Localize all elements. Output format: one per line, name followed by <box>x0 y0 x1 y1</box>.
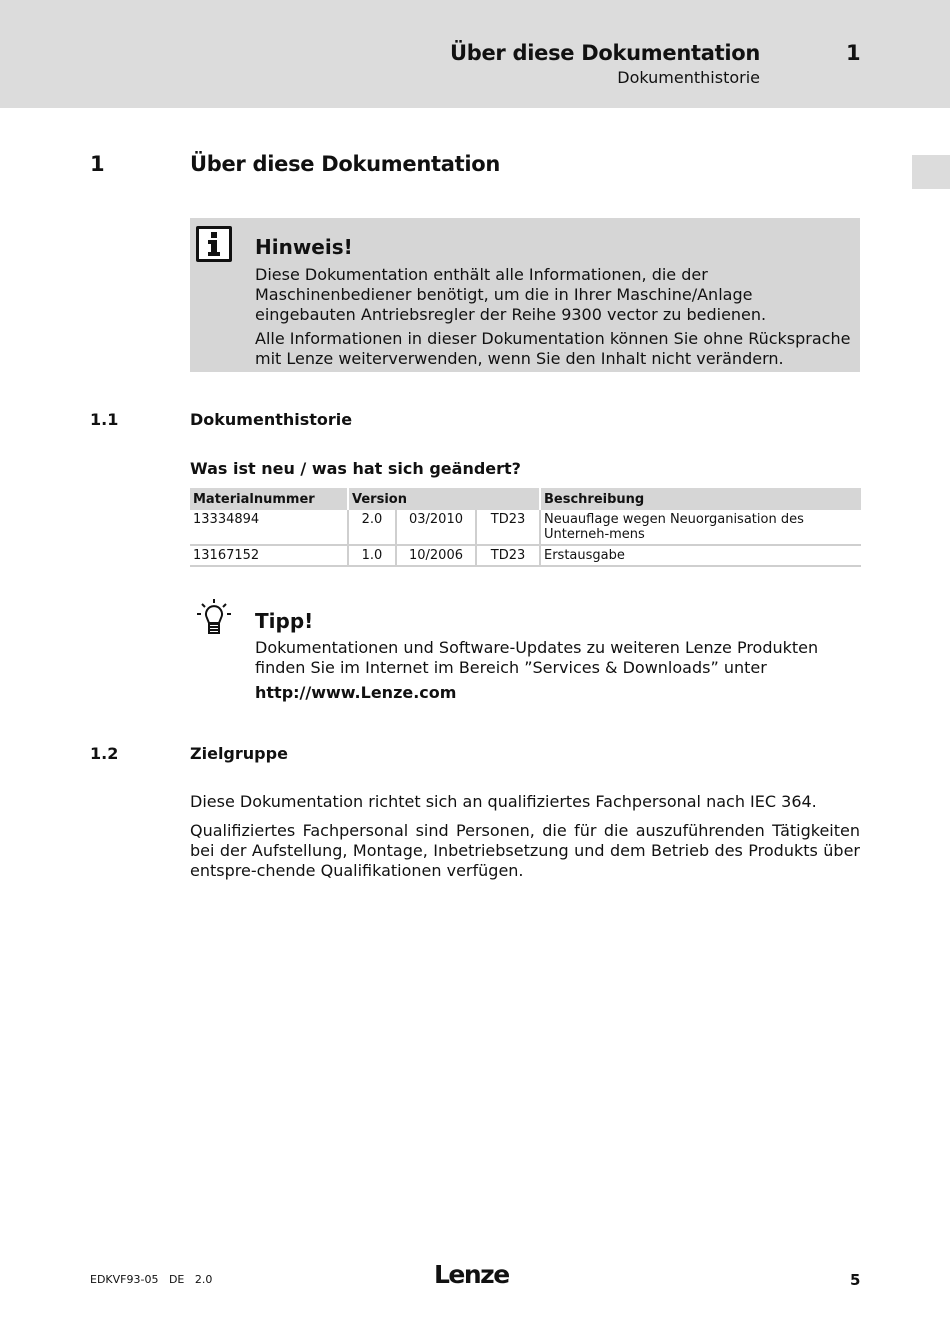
cell-material: 13167152 <box>190 546 349 567</box>
cell-version: 2.0 <box>349 510 397 546</box>
cell-material: 13334894 <box>190 510 349 546</box>
subsection-2-title: Zielgruppe <box>190 744 288 763</box>
cell-code: TD23 <box>477 510 541 546</box>
info-icon <box>196 226 232 262</box>
table-row <box>190 510 861 546</box>
cell-description: Neuauflage wegen Neuorganisation des Unterneh-mens <box>541 510 861 546</box>
lenze-link[interactable]: http://www.Lenze.com <box>255 683 457 702</box>
tipp-title: Tipp! <box>255 609 314 633</box>
chapter-thumb-tab <box>912 155 950 189</box>
document-history-table <box>190 488 861 567</box>
subsection-1-title: Dokumenthistorie <box>190 410 353 429</box>
header-title: Über diese Dokumentation <box>450 41 760 65</box>
cell-description: Erstausgabe <box>541 546 861 567</box>
column-header-material: Materialnummer <box>190 488 349 510</box>
hinweis-paragraph-2: Alle Informationen in dieser Dokumentation können Sie ohne Rücksprache mit Lenze weiterverwenden, wenn Sie den Inhalt nicht verändern. <box>255 329 851 368</box>
page-number: 5 <box>850 1271 861 1289</box>
subsection-2-number: 1.2 <box>90 744 119 763</box>
header-subtitle: Dokumenthistorie <box>617 68 760 87</box>
cell-date: 03/2010 <box>397 510 477 546</box>
table-row <box>190 546 861 567</box>
table-heading: Was ist neu / was hat sich geändert? <box>190 459 521 478</box>
hinweis-paragraph-1: Diese Dokumentation enthält alle Informationen, die der Maschinenbediener benötigt, um die in Ihrer Maschine/Anlage eingebauten Antriebsregler der Reihe 9300 vector zu bedienen. <box>255 265 767 324</box>
zielgruppe-paragraph-2: Qualifiziertes Fachpersonal sind Personen, die für die auszuführenden Tätigkeiten bei der Aufstellung, Montage, Inbetriebsetzung und dem Betrieb des Produkts über entspre-chende Qualifikationen verfügen. <box>190 821 860 880</box>
subsection-1-number: 1.1 <box>90 410 119 429</box>
section-title: Über diese Dokumentation <box>190 152 500 176</box>
lenze-logo: Lenze <box>434 1260 509 1289</box>
table-header-row <box>190 488 861 510</box>
column-header-version: Version <box>349 488 541 510</box>
cell-code: TD23 <box>477 546 541 567</box>
footer-doc-code: EDKVF93-05 DE 2.0 <box>90 1273 213 1286</box>
section-number: 1 <box>90 152 105 176</box>
zielgruppe-paragraph-1: Diese Dokumentation richtet sich an qualifiziertes Fachpersonal nach IEC 364. <box>190 792 817 811</box>
cell-version: 1.0 <box>349 546 397 567</box>
cell-date: 10/2006 <box>397 546 477 567</box>
hinweis-title: Hinweis! <box>255 235 353 259</box>
tipp-text: Dokumentationen und Software-Updates zu weiteren Lenze Produkten finden Sie im Internet im Bereich ”Services & Downloads” unter <box>255 638 819 677</box>
header-chapter-number: 1 <box>846 41 861 65</box>
column-header-description: Beschreibung <box>541 488 861 510</box>
lightbulb-icon <box>194 598 234 638</box>
